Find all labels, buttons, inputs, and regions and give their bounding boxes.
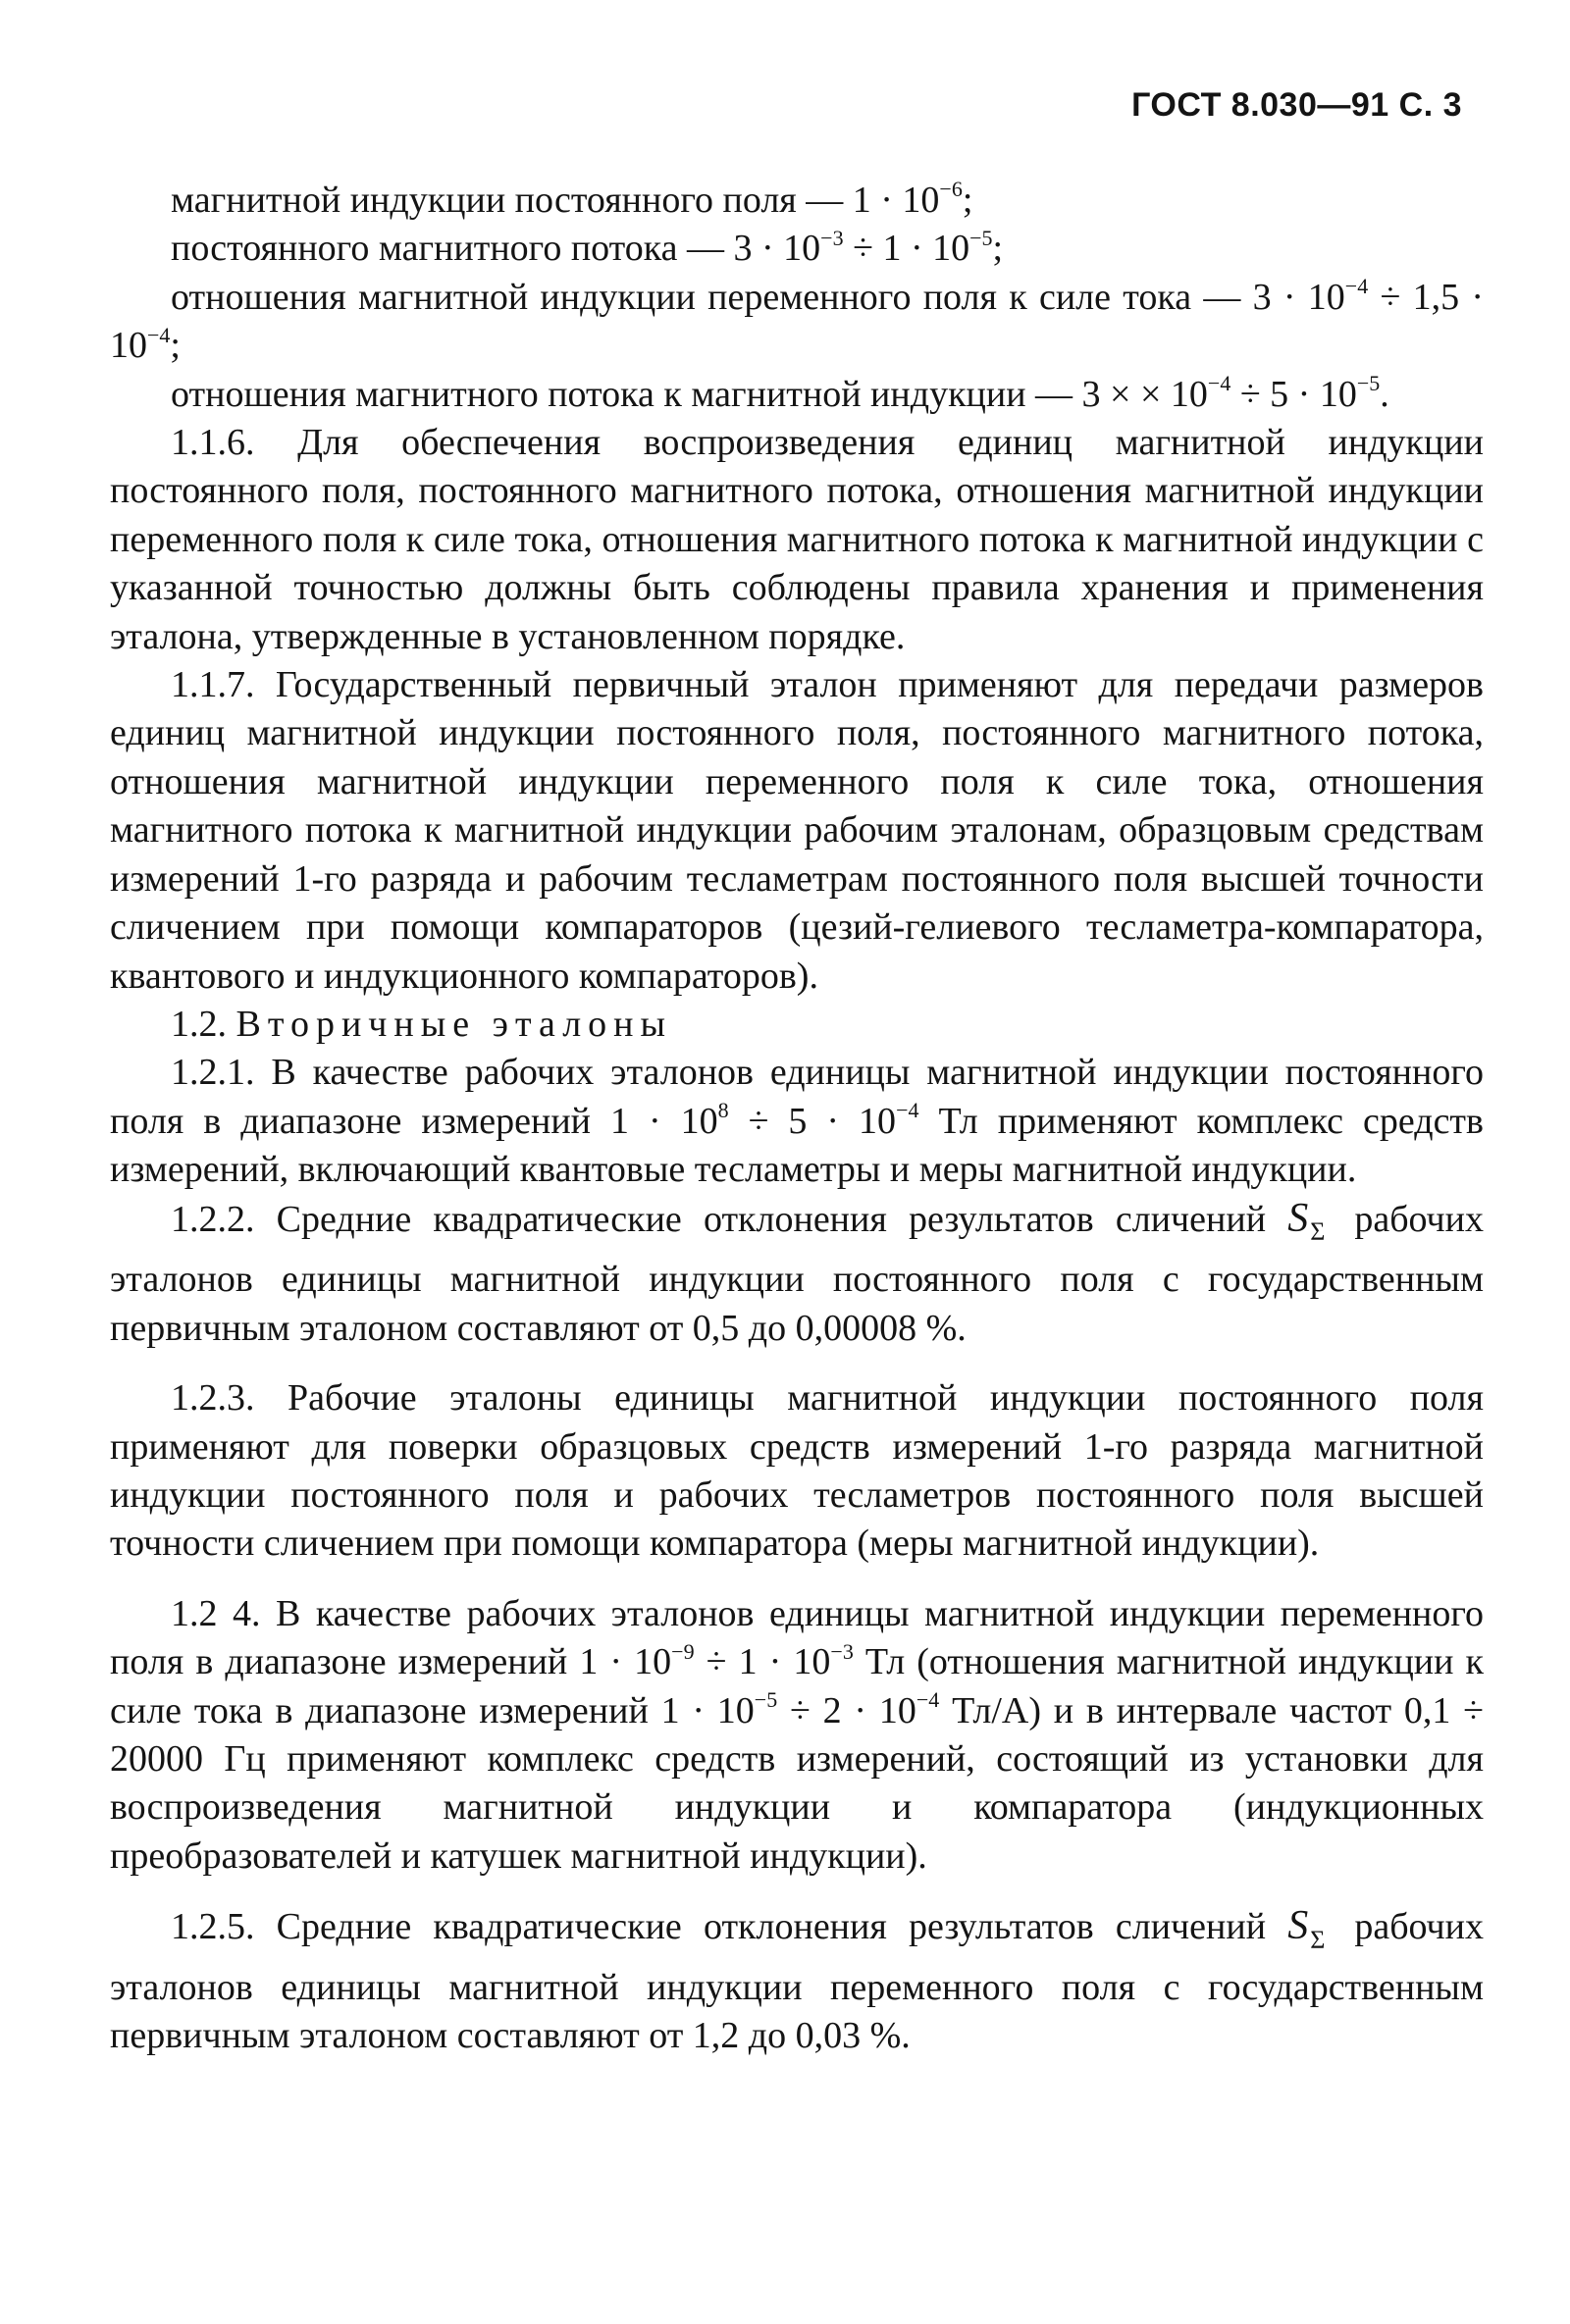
paragraph-1-2-3: 1.2.3. Рабочие эталоны единицы магнитной индукции постоянного поля применяют для поверки образцовых средств измерений 1-го разряда магнитной индукции постоянного поля и рабочих тесламетров постоянного поля высшей точности сличением при помощи компаратора (меры магнитной индукции). [110, 1377, 1484, 1565]
list-item: отношения магнитного потока к магнитной индукции — 3 × × $10^{-4} \div 5 \cdot 10^{-5}$. [171, 370, 1389, 415]
paragraph-1-2-1: 1.2.1. В качестве рабочих эталонов единицы магнитной индукции постоянного поля в диапазоне измерений $1 \cdot 10^8 \div 5 \cdot 10^{-4}$ Тл применяют комплекс средств измерений, включающий квантовые тесламетры и меры магнитной индукции. [110, 1052, 1484, 1191]
page-header: ГОСТ 8.030—91 С. 3 [1131, 86, 1462, 124]
s-sigma-symbol: $S_\Sigma$ [1287, 1903, 1326, 1954]
list-item: магнитной индукции постоянного поля — $1 \cdot 10^{-6}$; [171, 177, 973, 221]
paragraph-1-2-2: 1.2.2. Средние квадратические отклонения результатов сличений $S_\Sigma$ рабочих эталонов единицы магнитной индукции постоянного поля с государственным первичным эталоном составляют от 0,5 до 0,00008 %. [110, 1195, 1485, 1349]
paragraph-1-2-4: 1.2 4. В качестве рабочих эталонов единицы магнитной индукции переменного поля в диапазоне измерений $1 \cdot 10^{-9} \div 1 \cdot 10^{-3}$ Тл (отношения магнитной индукции к силе тока в диапазоне измерений $1 \cdot 10^{-5} \div 2 \cdot 10^{-4}$ Тл/А) и в интервале частот 0,1 ÷ 20000 Гц применяют комплекс средств измерений, состоящий из установки для воспроизведения магнитной индукции и компаратора (индукционных преобразователей и катушек магнитной индукции). [110, 1592, 1484, 1877]
list-item: постоянного магнитного потока — $3 \cdot 10^{-3} \div 1 \cdot 10^{-5}$; [171, 225, 1004, 270]
section-heading: 1.2. Вторичные эталоны [171, 1003, 673, 1045]
paragraph-1-2-5: 1.2.5. Средние квадратические отклонения результатов сличений $S_\Sigma$ рабочих эталонов единицы магнитной индукции переменного поля с государственным первичным эталоном составляют от 1,2 до 0,03 %. [110, 1903, 1485, 2057]
paragraph-1-1-7: 1.1.7. Государственный первичный эталон применяют для передачи размеров единиц магнитной индукции постоянного поля, постоянного магнитного потока, отношения магнитной индукции переменного поля к силе тока, отношения магнитного потока к магнитной индукции рабочим эталонам, образцовым средствам измерений 1-го разряда и рабочим тесламетрам постоянного поля высшей точности сличением при помощи компараторов (цезий-гелиевого тесламетра-компаратора, квантового и индукционного компараторов). [110, 664, 1484, 997]
list-item: отношения магнитной индукции переменного поля к силе тока — $3 \cdot 10^{-4} \div 1,5 \cdot 10^{-4}$; [110, 274, 1484, 367]
document-body [110, 177, 1484, 2061]
s-sigma-symbol: $S_\Sigma$ [1287, 1195, 1326, 1246]
paragraph-1-1-6: 1.1.6. Для обеспечения воспроизведения единиц магнитной индукции постоянного поля, постоянного магнитного потока, отношения магнитной индукции переменного поля к силе тока, отношения магнитного потока к магнитной индукции с указанной точностью должны быть соблюдены правила хранения и применения эталона, утвержденные в установленном порядке. [110, 422, 1484, 657]
